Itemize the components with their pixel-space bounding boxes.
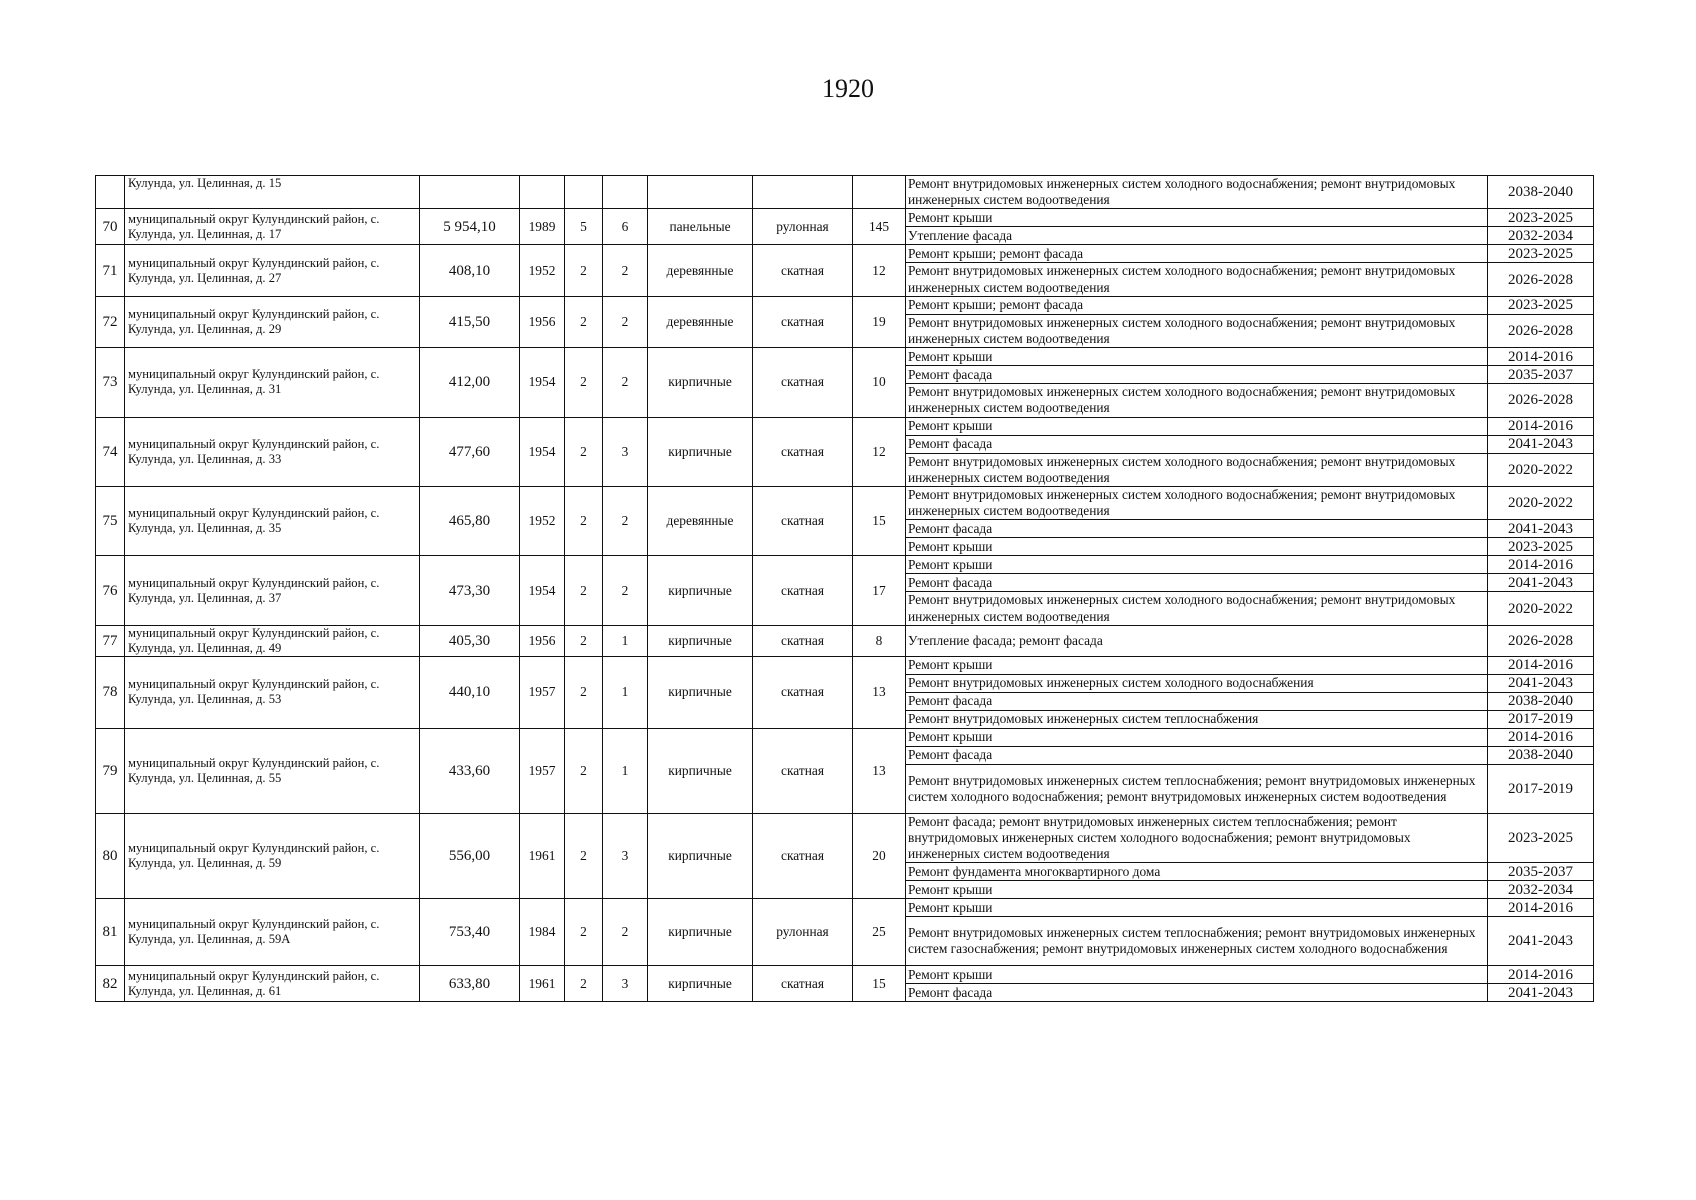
area-cell	[420, 176, 520, 209]
apartments-cell: 13	[853, 656, 906, 728]
work-cell: Ремонт внутридомовых инженерных систем холодного водоснабжения	[906, 674, 1488, 692]
period-cell: 2023-2025	[1488, 209, 1594, 227]
period-cell: 2038-2040	[1488, 746, 1594, 764]
apartments-cell: 12	[853, 245, 906, 296]
row-number-cell: 78	[96, 656, 125, 728]
work-cell: Ремонт крыши	[906, 538, 1488, 556]
period-cell: 2014-2016	[1488, 417, 1594, 435]
work-cell: Ремонт внутридомовых инженерных систем теплоснабжения	[906, 710, 1488, 728]
year-cell: 1954	[520, 556, 565, 625]
address-cell: муниципальный округ Кулундинский район, с. Кулунда, ул. Целинная, д. 29	[125, 296, 420, 347]
apartments-cell: 20	[853, 813, 906, 899]
table-row	[96, 625, 1594, 656]
walls-cell: кирпичные	[648, 348, 753, 417]
period-cell: 2035-2037	[1488, 366, 1594, 384]
table-row	[96, 296, 1594, 314]
period-cell: 2026-2028	[1488, 384, 1594, 417]
address-cell: муниципальный округ Кулундинский район, с. Кулунда, ул. Целинная, д. 59	[125, 813, 420, 899]
entrances-cell: 2	[603, 487, 648, 556]
work-cell: Утепление фасада	[906, 227, 1488, 245]
entrances-cell: 1	[603, 656, 648, 728]
year-cell: 1952	[520, 245, 565, 296]
period-cell: 2041-2043	[1488, 917, 1594, 966]
work-cell: Ремонт внутридомовых инженерных систем холодного водоснабжения; ремонт внутридомовых инженерных систем водоотведения	[906, 263, 1488, 296]
work-cell: Ремонт крыши	[906, 656, 1488, 674]
period-cell: 2026-2028	[1488, 314, 1594, 347]
row-number-cell: 72	[96, 296, 125, 347]
year-cell: 1956	[520, 296, 565, 347]
work-cell: Ремонт фасада	[906, 746, 1488, 764]
work-cell: Ремонт крыши	[906, 966, 1488, 984]
period-cell: 2038-2040	[1488, 176, 1594, 209]
work-cell: Ремонт крыши	[906, 728, 1488, 746]
work-cell: Утепление фасада; ремонт фасада	[906, 625, 1488, 656]
walls-cell: кирпичные	[648, 656, 753, 728]
table-row	[96, 176, 1594, 209]
entrances-cell: 2	[603, 245, 648, 296]
floors-cell: 2	[565, 348, 603, 417]
year-cell: 1954	[520, 417, 565, 486]
address-cell: муниципальный округ Кулундинский район, с. Кулунда, ул. Целинная, д. 59А	[125, 899, 420, 966]
entrances-cell: 2	[603, 899, 648, 966]
row-number-cell: 70	[96, 209, 125, 245]
year-cell: 1956	[520, 625, 565, 656]
walls-cell: деревянные	[648, 245, 753, 296]
area-cell: 465,80	[420, 487, 520, 556]
floors-cell: 2	[565, 556, 603, 625]
year-cell: 1984	[520, 899, 565, 966]
work-cell: Ремонт внутридомовых инженерных систем теплоснабжения; ремонт внутридомовых инженерных систем газоснабжения; ремонт внутридомовых инженерных систем холодного водоснабжения	[906, 917, 1488, 966]
floors-cell: 5	[565, 209, 603, 245]
area-cell: 412,00	[420, 348, 520, 417]
row-number-cell: 71	[96, 245, 125, 296]
area-cell: 473,30	[420, 556, 520, 625]
work-cell: Ремонт фасада	[906, 520, 1488, 538]
walls-cell: кирпичные	[648, 899, 753, 966]
row-number-cell: 77	[96, 625, 125, 656]
row-number-cell: 79	[96, 728, 125, 813]
roof-cell: скатная	[753, 556, 853, 625]
year-cell: 1952	[520, 487, 565, 556]
entrances-cell: 2	[603, 348, 648, 417]
work-cell: Ремонт фасада	[906, 366, 1488, 384]
table-row	[96, 245, 1594, 263]
area-cell: 408,10	[420, 245, 520, 296]
floors-cell: 2	[565, 417, 603, 486]
year-cell	[520, 176, 565, 209]
year-cell: 1957	[520, 656, 565, 728]
housing-repair-table	[95, 175, 1594, 1002]
work-cell: Ремонт крыши	[906, 881, 1488, 899]
roof-cell: скатная	[753, 625, 853, 656]
work-cell: Ремонт фасада	[906, 692, 1488, 710]
table-row	[96, 813, 1594, 863]
apartments-cell: 12	[853, 417, 906, 486]
roof-cell: рулонная	[753, 209, 853, 245]
area-cell: 753,40	[420, 899, 520, 966]
floors-cell: 2	[565, 245, 603, 296]
period-cell: 2023-2025	[1488, 245, 1594, 263]
roof-cell: скатная	[753, 813, 853, 899]
walls-cell: кирпичные	[648, 417, 753, 486]
address-cell: муниципальный округ Кулундинский район, с. Кулунда, ул. Целинная, д. 35	[125, 487, 420, 556]
period-cell: 2017-2019	[1488, 764, 1594, 813]
floors-cell: 2	[565, 899, 603, 966]
walls-cell	[648, 176, 753, 209]
address-cell: муниципальный округ Кулундинский район, с. Кулунда, ул. Целинная, д. 17	[125, 209, 420, 245]
period-cell: 2017-2019	[1488, 710, 1594, 728]
apartments-cell: 19	[853, 296, 906, 347]
floors-cell: 2	[565, 487, 603, 556]
period-cell: 2020-2022	[1488, 453, 1594, 486]
roof-cell: скатная	[753, 487, 853, 556]
entrances-cell: 1	[603, 728, 648, 813]
walls-cell: кирпичные	[648, 728, 753, 813]
roof-cell: скатная	[753, 296, 853, 347]
work-cell: Ремонт внутридомовых инженерных систем холодного водоснабжения; ремонт внутридомовых инженерных систем водоотведения	[906, 592, 1488, 625]
period-cell: 2023-2025	[1488, 296, 1594, 314]
period-cell: 2041-2043	[1488, 674, 1594, 692]
year-cell: 1954	[520, 348, 565, 417]
roof-cell: скатная	[753, 417, 853, 486]
work-cell: Ремонт крыши	[906, 417, 1488, 435]
address-cell: муниципальный округ Кулундинский район, с. Кулунда, ул. Целинная, д. 49	[125, 625, 420, 656]
entrances-cell: 6	[603, 209, 648, 245]
work-cell: Ремонт внутридомовых инженерных систем холодного водоснабжения; ремонт внутридомовых инженерных систем водоотведения	[906, 176, 1488, 209]
period-cell: 2023-2025	[1488, 813, 1594, 863]
period-cell: 2014-2016	[1488, 348, 1594, 366]
area-cell: 433,60	[420, 728, 520, 813]
year-cell: 1961	[520, 813, 565, 899]
address-cell: муниципальный округ Кулундинский район, с. Кулунда, ул. Целинная, д. 53	[125, 656, 420, 728]
period-cell: 2032-2034	[1488, 881, 1594, 899]
apartments-cell: 17	[853, 556, 906, 625]
table-row	[96, 966, 1594, 984]
period-cell: 2020-2022	[1488, 592, 1594, 625]
roof-cell: скатная	[753, 656, 853, 728]
entrances-cell: 2	[603, 296, 648, 347]
period-cell: 2023-2025	[1488, 538, 1594, 556]
row-number-cell: 74	[96, 417, 125, 486]
area-cell: 440,10	[420, 656, 520, 728]
floors-cell: 2	[565, 813, 603, 899]
year-cell: 1961	[520, 966, 565, 1002]
year-cell: 1989	[520, 209, 565, 245]
table-row	[96, 417, 1594, 435]
table-row	[96, 487, 1594, 520]
row-number-cell	[96, 176, 125, 209]
address-cell: Кулунда, ул. Целинная, д. 15	[125, 176, 420, 209]
address-cell: муниципальный округ Кулундинский район, с. Кулунда, ул. Целинная, д. 61	[125, 966, 420, 1002]
period-cell: 2038-2040	[1488, 692, 1594, 710]
work-cell: Ремонт внутридомовых инженерных систем теплоснабжения; ремонт внутридомовых инженерных систем холодного водоснабжения; ремонт внутридомовых инженерных систем водоотведения	[906, 764, 1488, 813]
entrances-cell: 3	[603, 417, 648, 486]
period-cell: 2020-2022	[1488, 487, 1594, 520]
address-cell: муниципальный округ Кулундинский район, с. Кулунда, ул. Целинная, д. 33	[125, 417, 420, 486]
area-cell: 405,30	[420, 625, 520, 656]
period-cell: 2041-2043	[1488, 984, 1594, 1002]
table-row	[96, 556, 1594, 574]
area-cell: 477,60	[420, 417, 520, 486]
floors-cell: 2	[565, 296, 603, 347]
row-number-cell: 80	[96, 813, 125, 899]
area-cell: 633,80	[420, 966, 520, 1002]
roof-cell	[753, 176, 853, 209]
address-cell: муниципальный округ Кулундинский район, с. Кулунда, ул. Целинная, д. 27	[125, 245, 420, 296]
area-cell: 415,50	[420, 296, 520, 347]
roof-cell: скатная	[753, 966, 853, 1002]
floors-cell: 2	[565, 966, 603, 1002]
floors-cell: 2	[565, 728, 603, 813]
apartments-cell: 10	[853, 348, 906, 417]
work-cell: Ремонт крыши	[906, 899, 1488, 917]
table-row	[96, 348, 1594, 366]
table-row	[96, 656, 1594, 674]
table-row	[96, 728, 1594, 746]
period-cell: 2041-2043	[1488, 574, 1594, 592]
apartments-cell: 8	[853, 625, 906, 656]
work-cell: Ремонт крыши	[906, 209, 1488, 227]
entrances-cell: 3	[603, 966, 648, 1002]
row-number-cell: 73	[96, 348, 125, 417]
period-cell: 2026-2028	[1488, 625, 1594, 656]
walls-cell: панельные	[648, 209, 753, 245]
apartments-cell: 145	[853, 209, 906, 245]
roof-cell: скатная	[753, 245, 853, 296]
address-cell: муниципальный округ Кулундинский район, с. Кулунда, ул. Целинная, д. 31	[125, 348, 420, 417]
table-row	[96, 209, 1594, 227]
period-cell: 2041-2043	[1488, 435, 1594, 453]
period-cell: 2026-2028	[1488, 263, 1594, 296]
period-cell: 2032-2034	[1488, 227, 1594, 245]
work-cell: Ремонт фасада; ремонт внутридомовых инженерных систем теплоснабжения; ремонт внутридомовых инженерных систем холодного водоснабжения; ремонт внутридомовых инженерных систем водоотведения	[906, 813, 1488, 863]
floors-cell: 2	[565, 625, 603, 656]
apartments-cell: 15	[853, 487, 906, 556]
floors-cell	[565, 176, 603, 209]
work-cell: Ремонт крыши; ремонт фасада	[906, 296, 1488, 314]
period-cell: 2014-2016	[1488, 556, 1594, 574]
work-cell: Ремонт крыши	[906, 348, 1488, 366]
period-cell: 2014-2016	[1488, 899, 1594, 917]
work-cell: Ремонт внутридомовых инженерных систем холодного водоснабжения; ремонт внутридомовых инженерных систем водоотведения	[906, 314, 1488, 347]
area-cell: 556,00	[420, 813, 520, 899]
floors-cell: 2	[565, 656, 603, 728]
row-number-cell: 82	[96, 966, 125, 1002]
apartments-cell: 13	[853, 728, 906, 813]
walls-cell: кирпичные	[648, 556, 753, 625]
walls-cell: деревянные	[648, 487, 753, 556]
year-cell: 1957	[520, 728, 565, 813]
roof-cell: рулонная	[753, 899, 853, 966]
work-cell: Ремонт внутридомовых инженерных систем холодного водоснабжения; ремонт внутридомовых инженерных систем водоотведения	[906, 487, 1488, 520]
table-row	[96, 899, 1594, 917]
row-number-cell: 81	[96, 899, 125, 966]
row-number-cell: 75	[96, 487, 125, 556]
work-cell: Ремонт фасада	[906, 574, 1488, 592]
period-cell: 2014-2016	[1488, 966, 1594, 984]
area-cell: 5 954,10	[420, 209, 520, 245]
walls-cell: деревянные	[648, 296, 753, 347]
address-cell: муниципальный округ Кулундинский район, с. Кулунда, ул. Целинная, д. 37	[125, 556, 420, 625]
work-cell: Ремонт фундамента многоквартирного дома	[906, 863, 1488, 881]
address-cell: муниципальный округ Кулундинский район, с. Кулунда, ул. Целинная, д. 55	[125, 728, 420, 813]
row-number-cell: 76	[96, 556, 125, 625]
entrances-cell: 1	[603, 625, 648, 656]
work-cell: Ремонт крыши	[906, 556, 1488, 574]
period-cell: 2035-2037	[1488, 863, 1594, 881]
apartments-cell: 15	[853, 966, 906, 1002]
period-cell: 2014-2016	[1488, 728, 1594, 746]
work-cell: Ремонт внутридомовых инженерных систем холодного водоснабжения; ремонт внутридомовых инженерных систем водоотведения	[906, 453, 1488, 486]
apartments-cell	[853, 176, 906, 209]
work-cell: Ремонт крыши; ремонт фасада	[906, 245, 1488, 263]
walls-cell: кирпичные	[648, 966, 753, 1002]
page-number: 1920	[822, 74, 874, 103]
entrances-cell: 3	[603, 813, 648, 899]
entrances-cell	[603, 176, 648, 209]
roof-cell: скатная	[753, 728, 853, 813]
roof-cell: скатная	[753, 348, 853, 417]
walls-cell: кирпичные	[648, 813, 753, 899]
work-cell: Ремонт фасада	[906, 435, 1488, 453]
apartments-cell: 25	[853, 899, 906, 966]
period-cell: 2014-2016	[1488, 656, 1594, 674]
entrances-cell: 2	[603, 556, 648, 625]
work-cell: Ремонт фасада	[906, 984, 1488, 1002]
work-cell: Ремонт внутридомовых инженерных систем холодного водоснабжения; ремонт внутридомовых инженерных систем водоотведения	[906, 384, 1488, 417]
walls-cell: кирпичные	[648, 625, 753, 656]
period-cell: 2041-2043	[1488, 520, 1594, 538]
